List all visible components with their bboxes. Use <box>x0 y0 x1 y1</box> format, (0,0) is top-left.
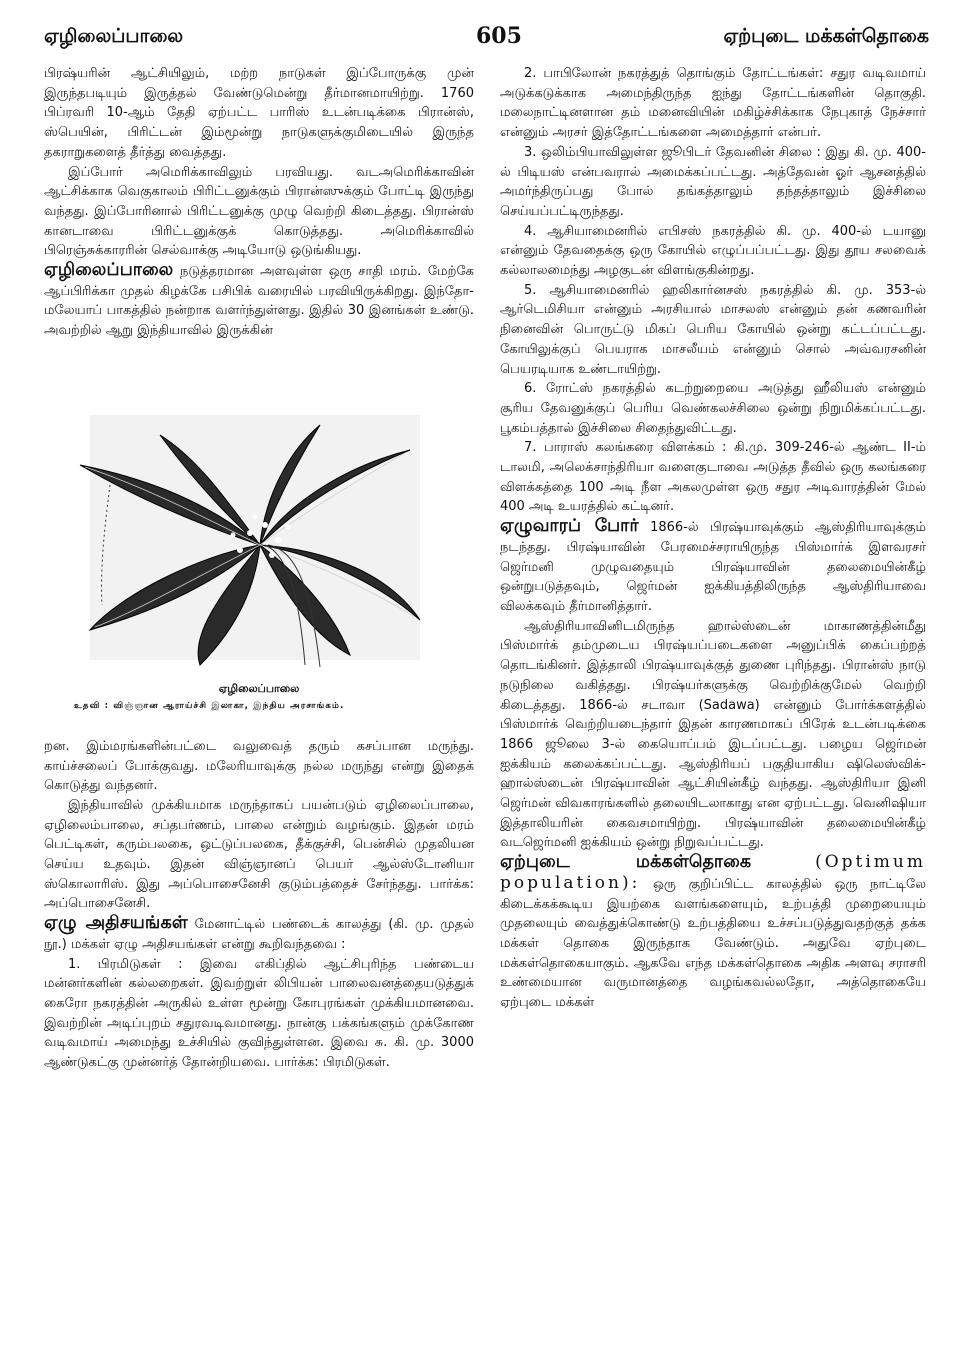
list-item: 3. ஒலிம்பியாவிலுள்ள ஜூபிடர் தேவனின் சிலை : இது கி. மு. 400-ல் பிடியஸ் என்பவரால் அமைக்கப்பட்டது. அத்தேவன் ஓர் ஆசனத்தில் அமர்ந்திருப்பது போல் தங்கத்தாலும் தந்தத்தாலும் இச்சிலை செய்யப்பட்டிருந்தது. <box>500 144 926 219</box>
entry-text: 1866-ல் பிரஷ்யாவுக்கும் ஆஸ்திரியாவுக்கும் நடந்தது. பிரஷ்யாவின் பேரமைச்சராயிருந்த பிஸ்மார்க் இளவரசர் ஜெர்மனி முழுவதையும் பிரஷ்யாவின் தலைமையின்கீழ் ஒன்றுபடுத்தவும், ஜெர்மன் ஐக்கியத்திலிருந்த ஆஸ்திரியாவை விலக்கவும் தீர்மானித்தார். <box>500 520 926 614</box>
entry-optimum-population <box>500 853 926 1013</box>
figure-caption: ஏழிலைப்பாலை <box>218 681 300 695</box>
page-number: 605 <box>476 23 522 49</box>
list-item: 5. ஆசியாமைனரில் ஹலிகார்னசஸ் நகரத்தில் கி. மு. 353-ல் ஆர்டெமிசியா என்னும் அரசியால் மாசலஸ் என்னும் தன் கணவரின் நினைவின் பொருட்டு மிகப் பெரிய கோயில் ஒன்று கட்டப்பட்டது. கோயிலுக்குப் பெயராக மாசலீயம் என்னும் சொல் அவ்வரசனின் பெயரடியாக உண்டாயிற்று. <box>500 282 926 377</box>
entry-heading: ஏற்புடை மக்கள்தொகை <box>500 852 752 873</box>
entry-text: ஒரு குறிப்பிட்ட காலத்தில் ஒரு நாட்டிலே கிடைக்கக்கூடிய இயற்கை வளங்களையும், உற்பத்தி முறையையும் முதலையும் வைத்துக்கொண்டு உற்பத்தியை உச்சப்படுத்துவதற்குத் தக்க மக்கள் தொகை இருந்தாக வேண்டும். அதுவே ஏற்புடை மக்கள்தொகையாகும். ஆகவே எந்த மக்கள்தொகை அதிக அளவு சராசரி உண்மையான வருமானத்தை வழங்கவல்லதோ, அத்தொகையே ஏற்புடை மக்கள் <box>500 876 926 1011</box>
plant-illustration <box>50 405 470 675</box>
entry-text: நடுத்தரமான அளவுள்ள ஒரு சாதி மரம். மேற்கே ஆப்பிரிக்கா முதல் கிழக்கே பசிபிக் வரையில் பரவியிருக்கிறது. இந்தோ-மலேயாப் பாகத்தில் நன்றாக வளர்ந்துள்ளது. இதில் 30 இனங்கள் உண்டு. அவற்றில் ஆறு இந்தியாவில் இருக்கின் <box>44 264 474 339</box>
entry-heading-english: (Optimum population): <box>500 852 926 893</box>
right-column <box>500 64 926 1349</box>
entry-ezhu-athisayangal <box>44 914 474 954</box>
list-item: 1. பிரமிடுகள் : இவை எகிப்தில் ஆட்சிபுரிந்த பண்டைய மன்னர்களின் கல்லறைகள். இவற்றுள் லிபியன் பாலைவனத்தையடுத்துக் கைரோ நகரத்தின் அருகில் உள்ள மூன்று கோபுரங்கள் முக்கியமானவை. இவற்றின் அடிப்புறம் சதுரவடிவமானது. நான்கு பக்கங்களும் முக்கோண வடிவமாய் அமைந்து உச்சியில் குவிந்துள்ளன. இவை சு. கி. மு. 3000 ஆண்டுகட்கு முன்னர்த் தோன்றியவை. பார்க்க: பிரமிடுகள். <box>44 956 474 1071</box>
entry-text: மேனாட்டில் பண்டைக் காலத்து (கி. மு. முதல் நூ.) மக்கள் ஏழு அதிசயங்கள் என்று கூறிவந்தவை : <box>44 917 474 952</box>
entry-ezhuvaara-por <box>500 517 926 617</box>
paragraph: இப்போர் அமெரிக்காவிலும் பரவியது. வடஅமெரிக்காவின் ஆட்சிக்காக வெகுகாலம் பிரிட்டனுக்கும் பிரான்ஸுக்கும் போட்டி இருந்து வந்தது. இப்போரினால் பிரிட்டனுக்கு முழு வெற்றி கிடைத்தது. பிரான்ஸ் கானடாவை பிரிட்டனுக்குக் கொடுத்தது. அமெரிக்காவில் பிரெஞ்சுக்காரரின் செல்வாக்கு அடியோடு ஒடுங்கியது. <box>44 164 474 259</box>
list-item: 4. ஆசியாமைனரில் எபிசஸ் நகரத்தில் கி. மு. 400-ல் டயானு என்னும் தேவதைக்கு ஒரு கோயில் எழுப்பப்பட்டது. இது தூய சலவைக் கல்லாலமைந்து அழகுடன் விளங்குகின்றது. <box>500 223 926 279</box>
header-right-term: ஏற்புடை மக்கள்தொகை <box>723 25 929 47</box>
running-head <box>44 22 929 52</box>
paragraph: றன. இம்மரங்களின்பட்டை வலுவைத் தரும் கசப்பான மருந்து. காய்ச்சலைப் போக்குவது. மலேரியாவுக்கு நல்ல மருந்து என்று இதைக் கொடுத்து வந்தனர். <box>44 738 474 794</box>
left-column <box>44 64 474 1349</box>
paragraph: ஆஸ்திரியாவினிடமிருந்த ஹால்ஸ்டைன் மாகாணத்தின்மீது பிஸ்மார்க் தம்முடைய பிரஷ்யப்படைகளை அனுப்பிக் கைப்பற்றத் தொடங்கினர். இத்தாலி பிரஷ்யாவுக்குத் துணை புரிந்தது. பிரான்ஸ் நாடு நடுநிலை வகித்தது. பிரஷ்யர்களுக்கு வெற்றிக்குமேல் வெற்றி கிடைத்தது. 1866-ல் சடாவா (Sadawa) என்னும் போர்க்களத்தில் பிஸ்மார்க் வெற்றியடைந்தார் இதன் காரணமாகப் பிரேக் உடன்படிக்கை 1866 ஜூலை 3-ல் கையொப்பம் இடப்பட்டது. பழைய ஜெர்மன் ஐக்கியம் கலைக்கப்பட்டது. ஆஸ்திரியப் பகுதியாகிய ஷிலெஸ்விக்-ஹால்ஸ்டைன் பிரஷ்யாவின் ஆட்சியின்கீழ் வந்தது. ஆஸ்திரியா இனி ஜெர்மன் விவகாரங்களில் தலையிடலாகாது என ஏற்பட்டது. வெனிஷியா இத்தாலியரின் கைவசமாயிற்று. பிரஷ்யாவின் தலைமையின்கீழ் வடஜெர்மனி ஐக்கியம் ஒன்று நிறுவப்பட்டது. <box>500 618 926 851</box>
plant-illustration-figure <box>44 347 474 737</box>
paragraph: இந்தியாவில் முக்கியமாக மருந்தாகப் பயன்படும் ஏழிலைப்பாலை, ஏழிலைம்பாலை, சப்தபர்ணம், பாலை என்றும் வழங்கும். இதன் மரம் பெட்டிகள், கரும்பலகை, ஒட்டுப்பலகை, தீக்குச்சி, பென்சில் முதலியன செய்ய உதவும். இதன் விஞ்ஞானப் பெயர் ஆல்ஸ்டோனியா ஸ்கொலாரிஸ். இது அப்பொசைனேசி குடும்பத்தைச் சேர்ந்தது. பார்க்க: அப்பொசைனேசி. <box>44 797 474 912</box>
entry-heading: ஏழுவாரப் போர் <box>500 516 639 537</box>
list-item: 6. ரோட்ஸ் நகரத்தில் கடற்றுறையை அடுத்து ஹீலியஸ் என்னும் சூரிய தேவனுக்குப் பெரிய வெண்கலச்சிலை ஒன்று நிறுமிக்கப்பட்டது. பூகம்பத்தால் இச்சிலை சிதைந்துவிட்டது. <box>500 381 926 436</box>
entry-ezhilaippalai <box>44 261 474 341</box>
list-item: 7. பாராஸ் கலங்கரை விளக்கம் : கி.மு. 309-246-ல் ஆண்ட II-ம் டாலமி, அலெக்சாந்திரியா வளைகுடாவை அடுத்த தீவில் ஒரு கலங்கரை விளக்கத்தை 100 அடி நீள அகலமுள்ள ஒரு சதுர அடிவாரத்தின் மேல் 400 அடி உயரத்தில் கட்டினர். <box>500 440 926 515</box>
list-item: 2. பாபிலோன் நகரத்துத் தொங்கும் தோட்டங்கள்: சதுர வடிவமாய் அடுக்கடுக்காக அமைந்திருந்த ஐந்து தோட்டங்களின் தொகுதி. மலைநாட்டினளான தம் மனைவியின் மகிழ்ச்சிக்காக நேபுகாத் நேச்சார் என்னும் அரசர் இத்தோட்டங்களை அமைத்தார் என்பர். <box>500 66 926 141</box>
entry-heading: ஏழு அதிசயங்கள் <box>44 913 188 934</box>
entry-heading: ஏழிலைப்பாலை <box>44 260 174 281</box>
figure-credit: உதவி : விஞ்ஞான ஆராய்ச்சி இலாகா, இந்திய அரசாங்கம். <box>74 700 345 711</box>
paragraph: பிரஷ்யரின் ஆட்சியிலும், மற்ற நாடுகள் இப்போருக்கு முன் இருந்தபடியும் இருத்தல் வேண்டுமென்று தீர்மானமாயிற்று. 1760 பிப்ரவரி 10-ஆம் தேதி ஏற்பட்ட பாரிஸ் உடன்படிக்கை பிரான்ஸ், ஸ்பெயின், பிரிட்டன் இம்மூன்று நாடுகளுக்குமிடையில் இருந்த தகராறுகளைத் தீர்த்து வைத்தது. <box>44 66 474 160</box>
header-left-term: ஏழிலைப்பாலை <box>44 25 184 47</box>
